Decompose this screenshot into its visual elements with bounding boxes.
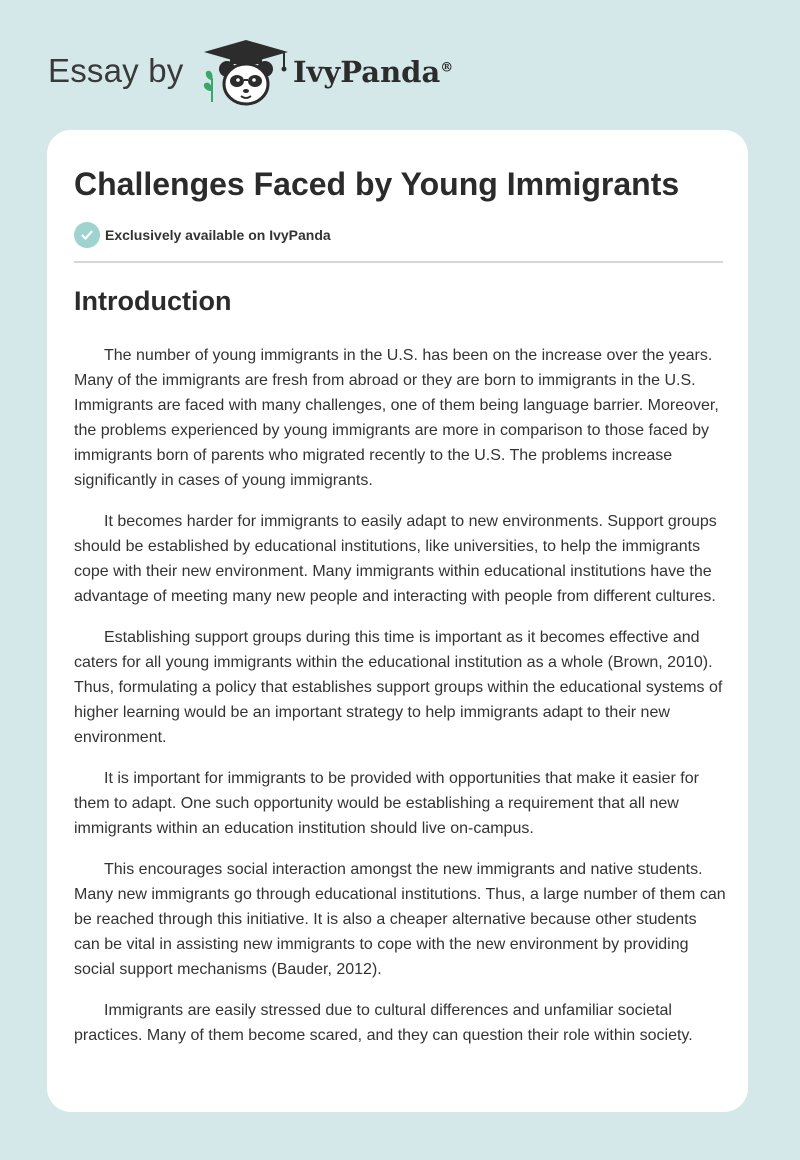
paragraph: It is important for immigrants to be provided with opportunities that make it easier for them to adapt. One such opportunity would be establishing a requirement that all new immigrants within an education institution should live on-campus.	[74, 770, 699, 837]
essay-card	[47, 130, 748, 1112]
divider	[74, 261, 723, 263]
site-header	[0, 0, 800, 130]
paragraph: This encourages social interaction amongst the new immigrants and native students. Many new immigrants go through educational institutions. Thus, a large number of them can be reached through this initiative. It is also a cheaper alternative because other students can be vital in assisting new immigrants to cope with the new environment by providing social support mechanisms (Bauder, 2012).	[74, 861, 726, 978]
paragraph: The number of young immigrants in the U.S. has been on the increase over the years. Many of the immigrants are fresh from abroad or they are born to immigrants in the U.S. Immigrants are faced with many challenges, one of them being language barrier. Moreover, the problems experienced by young immigrants are more in comparison to those faced by immigrants born of parents who migrated recently to the U.S. The problems increase significantly in cases of young immigrants.	[74, 347, 719, 489]
exclusive-badge-text: Exclusively available on IvyPanda	[105, 227, 331, 243]
registered-mark: ®	[440, 60, 454, 76]
paragraph: Establishing support groups during this time is important as it becomes effective and caters for all young immigrants within the educational institution as a whole (Brown, 2010). Thus, formulating a policy that establishes support groups within the educational systems of higher learning would be an important strategy to help immigrants adapt to their new environment.	[74, 629, 723, 746]
paragraph: It becomes harder for immigrants to easily adapt to new environments. Support groups should be established by educational institutions, like universities, to help the immigrants cope with their new environment. Many immigrants within educational institutions have the advantage of meeting many new people and interacting with people from different cultures.	[74, 513, 717, 605]
exclusive-badge	[74, 222, 331, 248]
page-title: Challenges Faced by Young Immigrants	[74, 166, 680, 202]
panda-graduate-logo-icon[interactable]	[200, 36, 292, 108]
brand-name-text: IvyPanda	[293, 55, 441, 89]
paragraph: Immigrants are easily stressed due to cultural differences and unfamiliar societal practices. Many of them become scared, and they can question their role within society.	[74, 1002, 693, 1044]
brand-name[interactable]	[293, 55, 453, 89]
essay-body	[74, 343, 726, 1064]
essay-by-label: Essay by	[48, 52, 184, 89]
section-title: Introduction	[74, 286, 232, 316]
check-circle-icon	[74, 222, 100, 248]
